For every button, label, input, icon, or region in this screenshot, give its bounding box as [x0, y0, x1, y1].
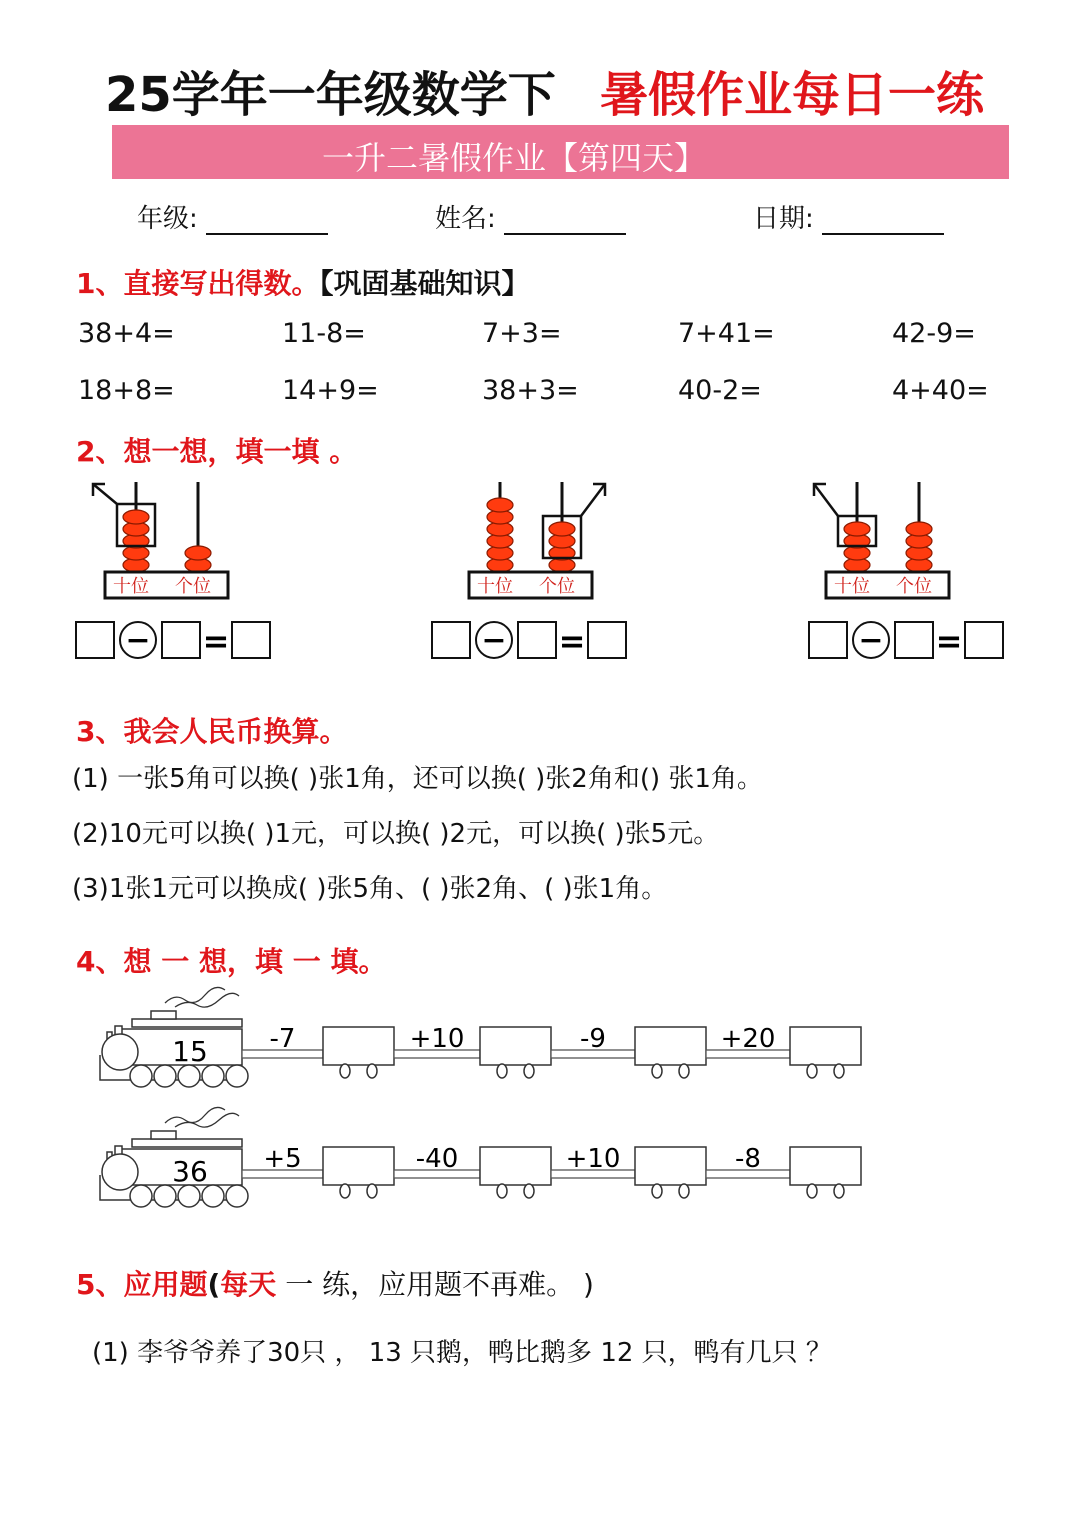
train-operation: -40 [415, 1144, 459, 1174]
day-banner [112, 125, 1009, 179]
engine-wheel [130, 1065, 152, 1087]
answer-box[interactable] [432, 622, 470, 658]
engine-wheel [154, 1065, 176, 1087]
abacus [93, 482, 228, 598]
car-wheel [367, 1184, 377, 1198]
section1-note: 【巩固基础知识】 [319, 267, 530, 300]
car-wheel [524, 1184, 534, 1198]
train-operation: +10 [409, 1024, 465, 1054]
train-operation: +5 [263, 1144, 302, 1174]
engine-wheel [226, 1065, 248, 1087]
engine-wheel [154, 1185, 176, 1207]
car-wheel [807, 1184, 817, 1198]
train-car-answer-box[interactable] [480, 1027, 551, 1065]
title-red: 暑假作业每日一练 [600, 56, 984, 131]
minus-sign: − [125, 623, 151, 658]
grade-field[interactable] [137, 198, 328, 235]
bead [487, 498, 513, 512]
abacus [469, 482, 605, 598]
bead [844, 522, 870, 536]
section5-heading [76, 1263, 594, 1303]
answer-box[interactable] [965, 622, 1003, 658]
engine-chimney [151, 1131, 176, 1139]
train [100, 1107, 861, 1207]
answer-box[interactable] [588, 622, 626, 658]
equals-sign: = [558, 622, 586, 660]
calc-problem: 18+8= [78, 375, 175, 406]
grade-blank[interactable] [206, 207, 328, 235]
tens-label: 十位 [477, 576, 513, 597]
calc-problem: 7+41= [678, 318, 775, 349]
section5-note-open: ( [207, 1268, 221, 1301]
money-question-2: (2)10元可以换( )1元，可以换( )2元，可以换( )张5元。 [72, 819, 720, 849]
calc-problem: 4+40= [892, 375, 989, 406]
bead [123, 510, 149, 524]
train-car-answer-box[interactable] [790, 1147, 861, 1185]
car-wheel [679, 1064, 689, 1078]
train-car-answer-box[interactable] [790, 1027, 861, 1065]
car-wheel [497, 1184, 507, 1198]
minus-sign: − [481, 623, 507, 658]
date-blank[interactable] [822, 207, 944, 235]
train-car-answer-box[interactable] [480, 1147, 551, 1185]
date-label: 日期: [753, 204, 814, 234]
section5-note: 一 练，应用题不再难。 ) [276, 1268, 594, 1301]
car-wheel [679, 1184, 689, 1198]
ones-label: 个位 [539, 576, 575, 597]
section5-note-red: 每天 [220, 1268, 277, 1301]
car-wheel [340, 1184, 350, 1198]
car-wheel [367, 1064, 377, 1078]
calc-problem: 38+3= [482, 375, 579, 406]
train-start-number: 36 [172, 1155, 208, 1188]
car-wheel [834, 1184, 844, 1198]
abacus-area [0, 470, 1080, 670]
answer-box[interactable] [162, 622, 200, 658]
calc-problem: 7+3= [482, 318, 562, 349]
section4-title: 4、想 一 想，填 一 填。 [76, 945, 387, 978]
section2-title: 2、想一想，填一填 。 [76, 435, 358, 468]
car-wheel [807, 1064, 817, 1078]
arrow-icon [581, 484, 605, 516]
engine-wheel [178, 1185, 200, 1207]
answer-box[interactable] [809, 622, 847, 658]
section1-title: 1、直接写出得数。 [76, 267, 320, 300]
banner-text: 一升二暑假作业【第四天】 [322, 139, 707, 177]
equals-sign: = [202, 622, 230, 660]
smoke-icon [165, 987, 239, 1007]
bead [185, 546, 211, 560]
date-field[interactable] [753, 198, 944, 235]
engine-roof [132, 1139, 242, 1147]
money-question-3: (3)1张1元可以换成( )张5角、( )张2角、( )张1角。 [72, 874, 668, 904]
answer-box[interactable] [518, 622, 556, 658]
answer-box[interactable] [232, 622, 270, 658]
bead [549, 522, 575, 536]
calc-problem: 38+4= [78, 318, 175, 349]
word-problem-1: (1) 李爷爷养了30只 ， 13 只鹅，鸭比鹅多 12 只，鸭有几只 ？ [92, 1338, 832, 1368]
engine-wheel [130, 1185, 152, 1207]
train-car-answer-box[interactable] [323, 1147, 394, 1185]
train-operation: -9 [580, 1024, 606, 1054]
train [100, 987, 861, 1087]
engine-boiler [102, 1034, 138, 1070]
engine-boiler [102, 1154, 138, 1190]
answer-box[interactable] [895, 622, 933, 658]
bead [906, 522, 932, 536]
name-label: 姓名: [435, 204, 496, 234]
ones-label: 个位 [175, 576, 211, 597]
engine-roof [132, 1019, 242, 1027]
train-operation: -8 [735, 1144, 761, 1174]
train-area [0, 985, 1080, 1225]
engine-chimney [151, 1011, 176, 1019]
car-wheel [524, 1064, 534, 1078]
calc-problem: 42-9= [892, 318, 976, 349]
car-wheel [652, 1064, 662, 1078]
train-start-number: 15 [172, 1035, 208, 1068]
train-operation: -7 [269, 1024, 296, 1054]
section1-heading [76, 262, 530, 302]
name-field[interactable] [435, 198, 626, 235]
car-wheel [497, 1064, 507, 1078]
car-wheel [834, 1064, 844, 1078]
title-black: 25学年一年级数学下 [105, 67, 556, 123]
equals-sign: = [935, 622, 963, 660]
train-car-answer-box[interactable] [635, 1027, 706, 1065]
tens-label: 十位 [834, 576, 870, 597]
engine-wheel [202, 1185, 224, 1207]
minus-sign: − [858, 623, 884, 658]
train-operation: +20 [720, 1024, 776, 1054]
section5-title: 5、应用题 [76, 1268, 208, 1301]
car-wheel [652, 1184, 662, 1198]
arrow-icon [814, 484, 838, 516]
calc-problem: 40-2= [678, 375, 762, 406]
money-question-1: (1) 一张5角可以换( )张1角，还可以换( )张2角和() 张1角。 [72, 764, 763, 794]
section3-title: 3、我会人民币换算。 [76, 715, 348, 748]
calc-problem: 14+9= [282, 375, 379, 406]
smoke-icon [165, 1107, 239, 1127]
train-operation: +10 [565, 1144, 621, 1174]
engine-wheel [202, 1065, 224, 1087]
car-wheel [340, 1064, 350, 1078]
train-car-answer-box[interactable] [323, 1027, 394, 1065]
arrow-icon [93, 484, 117, 504]
train-car-answer-box[interactable] [635, 1147, 706, 1185]
engine-wheel [226, 1185, 248, 1207]
name-blank[interactable] [504, 207, 626, 235]
answer-box[interactable] [76, 622, 114, 658]
abacus [814, 482, 949, 598]
grade-label: 年级: [137, 204, 198, 234]
ones-label: 个位 [896, 576, 932, 597]
calc-problem: 11-8= [282, 318, 366, 349]
engine-wheel [178, 1065, 200, 1087]
tens-label: 十位 [113, 576, 149, 597]
